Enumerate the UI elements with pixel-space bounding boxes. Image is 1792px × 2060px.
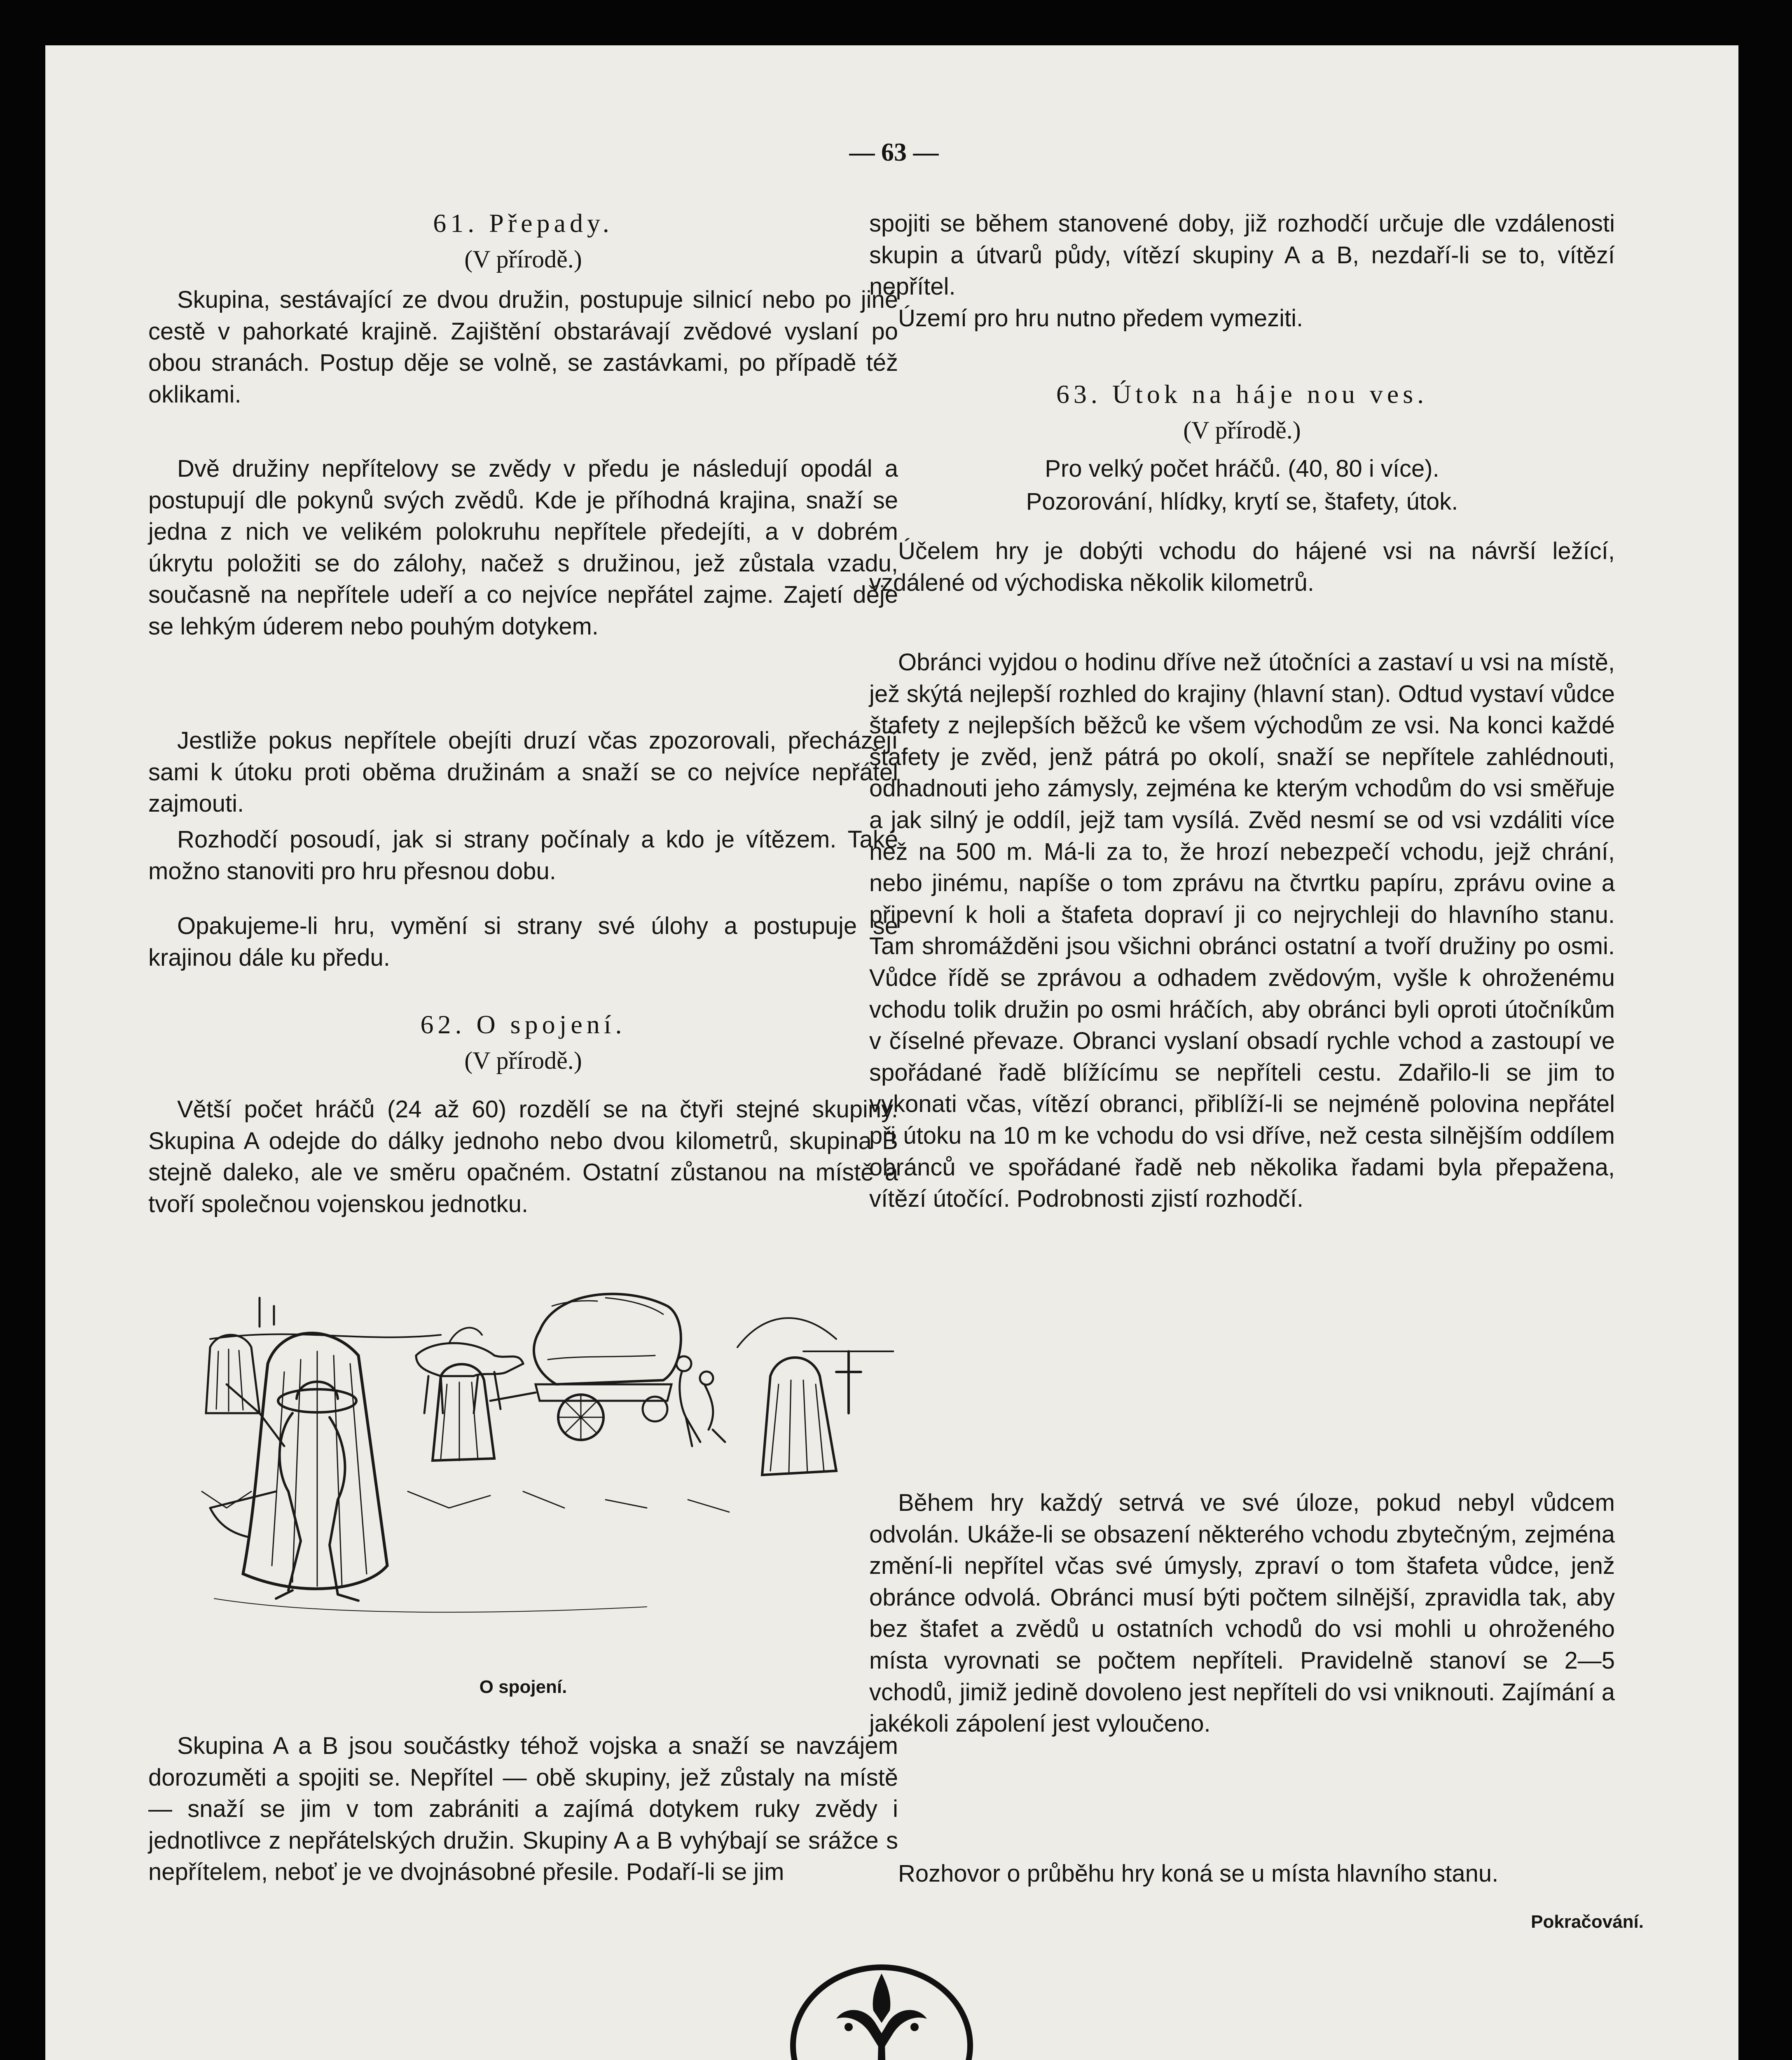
page-number: — 63 — (849, 138, 939, 166)
paragraph: spojiti se během stanovené doby, již rozhodčí určuje dle vzdálenosti skupin a útvarů půdy, vítězí skupiny A a B, nezdaří-li se to, vítězí nepřítel. (869, 210, 1615, 300)
skills-note: Pozorování, hlídky, krytí se, štafety, útok. (1026, 488, 1458, 515)
paragraph: Rozhodčí posoudí, jak si strany počínaly a kdo je vítězem. Také možno stanoviti pro hru přesnou dobu. (148, 826, 898, 885)
harvest-illustration (194, 1277, 894, 1648)
paragraph: Během hry každý setrvá ve své úloze, pokud nebyl vůdcem odvolán. Ukáže-li se obsazení některého vchodu zbytečným, zejména změní-li nepřítel včas své úmysly, zpraví o tom štafeta vůdce, jenž obránce odvolá. Obránci musí býti počtem silnější, zpravidla tak, aby bez štafet a zvědů u ostatních vchodů do vsi mohli u ohroženého místa vyrovnati se počtem nepříteli. Pravidelně stanoví se 2—5 vchodů, jimiž jedině dovoleno jest nepříteli do vsi vniknouti. Zajímání a jakékoli zápolení jest vyloučeno. (869, 1489, 1615, 1737)
players-note: Pro velký počet hráčů. (40, 80 i více). (1045, 455, 1439, 482)
paragraph: Rozhovor o průběhu hry koná se u místa hlavního stanu. (898, 1860, 1499, 1887)
paragraph: Jestliže pokus nepřítele obejíti druzí včas zpozorovali, přecházejí sami k útoku proti oběma družinám a snaží se co nejvíce nepřátel zajmouti. (148, 727, 898, 817)
continued-note: Pokračování. (1531, 1912, 1644, 1932)
ornament-logo (787, 1961, 976, 2060)
paragraph: Dvě družiny nepřítelovy se zvědy v předu je následují opodál a postupují dle pokynů svých zvědů. Kde je příhodná krajina, snaží se jedna z nich ve velikém polokruhu nepřítele předejíti, a v dobrém úkrytu položiti se do zálohy, načež s družinou, jež zůstala vzadu, současně na nepřítele udeří a co nejvíce nepřátel zajme. Zajetí děje se lehkým úderem nebo pouhým dotykem. (148, 455, 898, 640)
section-62-subheading: (V přírodě.) (464, 1047, 582, 1074)
paragraph: Skupina A a B jsou součástky téhož vojska a snaží se navzájem dorozuměti a spojiti se. Nepřítel — obě skupiny, jež zůstaly na místě — snaží se jim v tom zabrániti a zajímá dotykem ruky zvědy i jednotlivce z nepřátelských družin. Skupiny A a B vyhýbají se srážce s nepřítelem, neboť je ve dvojnásobné přesile. Podaří-li se jim (148, 1732, 898, 1886)
page (45, 45, 1738, 2060)
section-61-subheading: (V přírodě.) (464, 246, 582, 273)
section-62-heading: 62. O spojení. (420, 1010, 626, 1039)
paragraph: Opakujeme-li hru, vymění si strany své úlohy a postupuje se krajinou dále ku předu. (148, 913, 898, 971)
paragraph: Větší počet hráčů (24 až 60) rozdělí se na čtyři stejné skupiny. Skupina A odejde do dálky jednoho nebo dvou kilometrů, skupina B stejně daleko, ale ve směru opačném. Ostatní zůstanou na místě a tvoří společnou vojenskou jednotku. (148, 1096, 898, 1217)
section-63-heading: 63. Útok na háje nou ves. (1056, 379, 1428, 409)
section-61-heading: 61. Přepady. (433, 208, 613, 238)
figure-caption: O spojení. (479, 1677, 567, 1697)
section-63-subheading: (V přírodě.) (1183, 417, 1301, 444)
paragraph: Skupina, sestávající ze dvou družin, postupuje silnicí nebo po jiné cestě v pahorkaté krajině. Zajištění obstarávají zvědové vyslaní po obou stranách. Postup děje se volně, se zastávkami, po případě též oklikami. (148, 286, 898, 408)
paragraph: Obránci vyjdou o hodinu dříve než útočníci a zastaví u vsi na místě, jež skýtá nejlepší rozhled do krajiny (hlavní stan). Odtud vystaví vůdce štafety z nejlepších běžců ke všem východům ze vsi. Na konci každé štafety je zvěd, jenž pátrá po okolí, snaží se nepřítele zahlédnouti, odhadnouti jeho zámysly, zejména ke kterým vchodům do vsi směřuje a jak silný je oddíl, jejž tam vysílá. Zvěd nesmí se od vsi vzdáliti více než na 500 m. Má-li za to, že hrozí nebezpečí vchodu, jejž chrání, nebo jinému, napíše o tom zprávu na čtvrtku papíru, zprávu ovine a připevní k holi a štafeta dopraví ji co nejrychleji do hlavního stanu. Tam shromážděni jsou všichni obránci ostatní a tvoří družiny po osmi. Vůdce řídě se zprávou a odhadem zvědovým, vyšle k ohroženému vchodu tolik družin po osmi hráčích, aby obránci byli oproti útočníkům v číselné převaze. Obranci vyslaní obsadí rychle vchod a zastoupí ve spořádané řadě blížícímu se nepříteli cestu. Zdařilo-li se jim to vykonati včas, vítězí obranci, přiblíží-li se nejméně polovina nepřátel při útoku na 10 m ke vchodu do vsi dříve, než cesta silnějším oddílem obránců ve spořádané řadě neb několika řadami byla přepažena, vítězí útočící. Podrobnosti zjistí rozhodčí. (869, 649, 1615, 1213)
paragraph: Účelem hry je dobýti vchodu do hájené vsi na návrší ležící, vzdálené od východiska několik kilometrů. (869, 538, 1615, 596)
paragraph: Území pro hru nutno předem vymeziti. (898, 305, 1303, 332)
